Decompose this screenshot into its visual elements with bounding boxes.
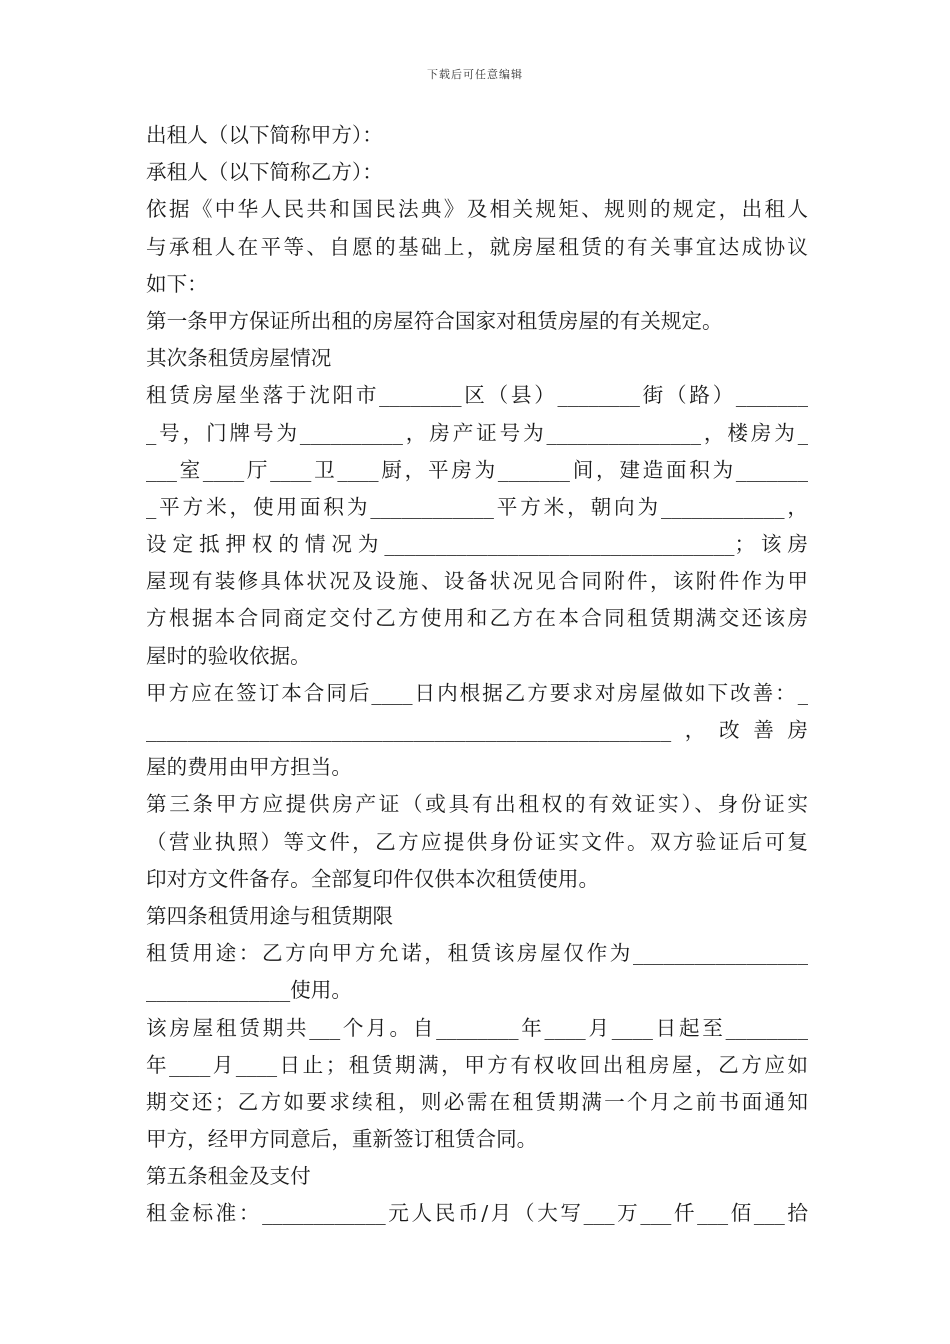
text-line: 屋的费用由甲方担当。 xyxy=(146,755,352,780)
text-line: 出租人（以下简称甲方）： xyxy=(146,123,383,147)
text-line: 租赁用途：乙方向甲方允诺，租赁该房屋仅作为_________________ xyxy=(146,941,808,966)
text-line: 第四条租赁用途与租赁期限 xyxy=(146,903,394,928)
document-body xyxy=(146,117,808,1233)
text-line: 其次条租赁房屋情况 xyxy=(146,346,332,371)
text-line: _号，门牌号为__________，房产证号为_______________，楼房为_ xyxy=(146,420,808,445)
text-line: 屋现有装修具体状况及设施、设备状况见合同附件，该附件作为甲 xyxy=(146,569,808,594)
text-line: 与承租人在平等、自愿的基础上，就房屋租赁的有关事宜达成协议 xyxy=(146,234,808,259)
text-line: 第五条租金及支付 xyxy=(146,1164,311,1189)
text-line: 甲方，经甲方同意后，重新签订租赁合同。 xyxy=(146,1127,538,1152)
text-line: ___室____厅____卫____厨，平房为_______间，建造面积为_______ xyxy=(146,457,808,482)
text-line: _平方米，使用面积为____________平方米，朝向为____________， xyxy=(146,494,808,519)
text-line: 如下： xyxy=(146,271,208,296)
text-line: ______________使用。 xyxy=(146,978,352,1003)
text-line: ___________________________________________________，改善房 xyxy=(146,718,808,742)
text-line: 年____月____日止；租赁期满，甲方有权收回出租房屋，乙方应如 xyxy=(146,1052,808,1077)
text-line: 第一条甲方保证所出租的房屋符合国家对租赁房屋的有关规定。 xyxy=(146,308,723,333)
text-line: 租金标准：____________元人民币/月（大写___万___仟___佰___拾 xyxy=(146,1201,808,1226)
text-line: 印对方文件备存。全部复印件仅供本次租赁使用。 xyxy=(146,866,600,891)
text-line: 方根据本合同商定交付乙方使用和乙方在本合同租赁期满交还该房 xyxy=(146,606,808,631)
text-line: 第三条甲方应提供房产证（或具有出租权的有效证实）、身份证实 xyxy=(146,792,808,817)
text-line: 设定抵押权的情况为__________________________________；该房 xyxy=(146,532,808,557)
text-line: 该房屋租赁期共___个月。自________年____月____日起至________ xyxy=(146,1015,808,1040)
text-line: 依据《中华人民共和国民法典》及相关规矩、规则的规定，出租人 xyxy=(146,197,808,222)
text-line: （营业执照）等文件，乙方应提供身份证实文件。双方验证后可复 xyxy=(146,829,808,854)
text-line: 承租人（以下简称乙方）： xyxy=(146,160,383,185)
text-line: 租赁房屋坐落于沈阳市________区（县）________街（路）_______ xyxy=(146,383,808,408)
text-line: 期交还；乙方如要求续租，则必需在租赁期满一个月之前书面通知 xyxy=(146,1089,808,1114)
text-line: 屋时的验收依据。 xyxy=(146,643,311,668)
text-line: 甲方应在签订本合同后____日内根据乙方要求对房屋做如下改善：_ xyxy=(146,680,808,705)
page-header-note: 下载后可任意编辑 xyxy=(427,68,523,81)
